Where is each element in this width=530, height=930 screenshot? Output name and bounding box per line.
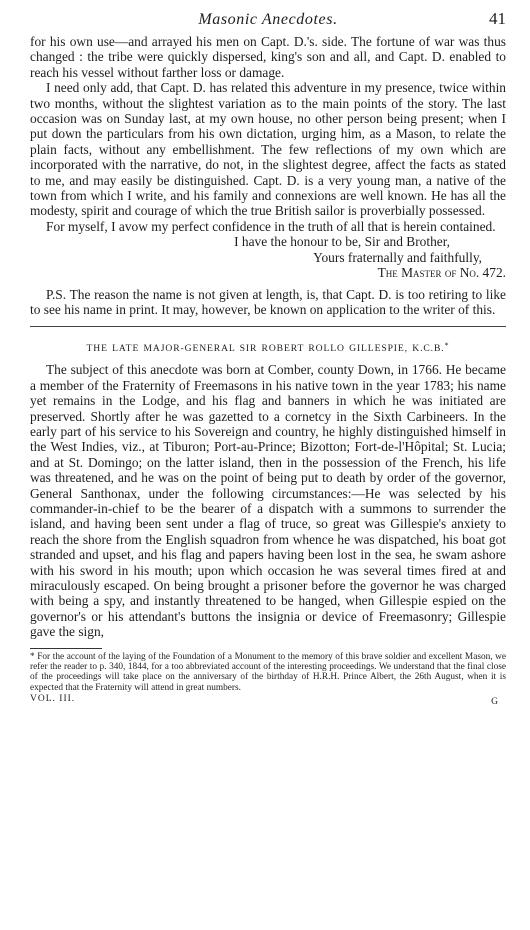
paragraph-1: for his own use—and arrayed his men on Capt. D.'s. side. The fortune of war was thus changed : the tribe were quickly dispersed, king's son and all, and Capt. D. enabled to reach his vessel without farther loss or damage. [30, 34, 506, 80]
footnote-marker: * [444, 341, 450, 351]
postscript: P.S. The reason the name is not given at length, is, that Capt. D. is too retiring to like to see his name in print. It may, however, be known on application to the writer of this. [30, 286, 506, 317]
paragraph-3: For myself, I avow my perfect confidence in the truth of all that is herein contained. [46, 218, 496, 234]
paragraph-2: I need only add, that Capt. D. has related this adventure in my presence, twice within two months, without the slightest variation as to the main points of the story. The last occasion was on Sunday last, at my own house, no other person being present; when I put down the particulars from his own dictation, urging him, as a Mason, to relate the plain facts, without any embellishment. The few reflections of my own which are incorporated with the narrative, do not, in the slightest degree, affect the facts as stated to me, and may easily be distinguished. Capt. D. is a very young man, a native of the town from which I write, and his family and connexions are well known. He has all the modesty, spirit and courage of which the true British sailor is proverbially possessed. [30, 80, 506, 219]
paragraph-4: The subject of this anecdote was born at Comber, county Down, in 1766. He became a member of the Fraternity of Freemasons in his native town in the year 1783; his name yet remains in the Lodge, and his flag and banners in which he was initiated are preserved. Shortly after he was gazetted to a cornetcy in the Sixth Carbineers. In the early part of his service to his Sovereign and country, he highly distinguished himself in the West Indies, viz., at Tiburon; Port-au-Prince; Bizotton; Fort-de-l'Hôpital; St. Lucia; and at St. Domingo; on the latter island, then in the possession of the French, his life was threatened, and he was on the point of being put to death by order of the governor, General Santhonax, under the following circumstances:—He was selected by his commander-in-chief to be the bearer of a dispatch with a summons to surrender the island, and having been sent under a flag of truce, so great was Gillespie's anxiety to reach the shore from the English squadron from whence he was dispatched, his boat got stranded and upset, and his flag and papers having been lost in the sea, he swam ashore with his sword in his mouth; upon which occasion he was several times fired at and miraculously escaped. On being brought a prisoner before the governor he was charged with being a spy, and instantly threatened to be hanged, when Gillespie espied on the governor's or his attendant's buttons the insignia or device of Freemasonry; Gillespie gave the sign, [30, 362, 506, 640]
section-heading-text: THE LATE MAJOR-GENERAL SIR ROBERT ROLLO GILLESPIE, K.C.B. [86, 343, 445, 355]
letter-signature: The Master of No. 472. [377, 265, 506, 281]
body-text [30, 34, 506, 317]
anecdote-text [30, 362, 506, 639]
section-divider [30, 326, 506, 327]
page [30, 0, 506, 708]
signature-mark: G [491, 697, 498, 708]
volume-label: VOL. III. [30, 694, 76, 705]
closing-line-1: I have the honour to be, Sir and Brother, [234, 234, 450, 250]
page-header [30, 0, 506, 34]
running-title: Masonic Anecdotes. [198, 11, 338, 28]
page-footer [30, 694, 506, 708]
footnote-rule [30, 648, 102, 649]
page-number: 41 [489, 9, 506, 28]
closing-line-2: Yours fraternally and faithfully, [313, 249, 482, 265]
footnote: * For the account of the laying of the Foundation of a Monument to the memory of this brave soldier and excellent Mason, we refer the reader to p. 340, 1844, for a too abbreviated account of the interesting proceedings. We understand that the final close of the proceedings will take place on the anniversary of the birthday of H.R.H. Prince Albert, the 26th August, when it is expected that the Fraternity will attend in great numbers. [30, 651, 506, 693]
section-heading [30, 341, 506, 354]
